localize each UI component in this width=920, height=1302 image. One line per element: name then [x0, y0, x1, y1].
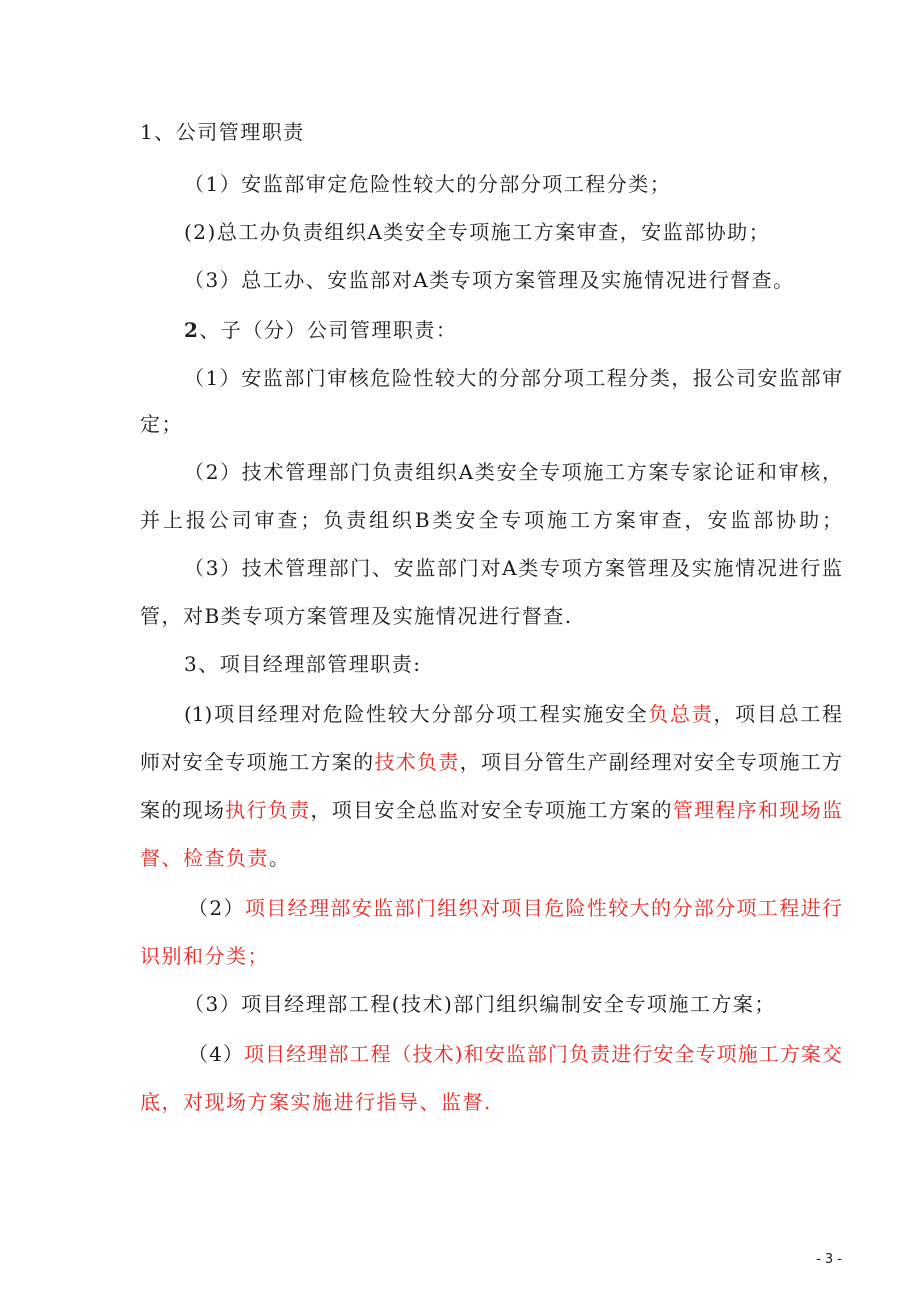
highlight-segment: 执行负责 [225, 798, 311, 822]
section-3-item-3: （3）项目经理部工程(技术)部门组织编制安全专项施工方案； [184, 992, 776, 1016]
text-segment: （4） [188, 1042, 244, 1066]
page-number: - 3 - [816, 1252, 842, 1267]
section-2-item-1-line-2: 定； [140, 412, 183, 436]
section-3-item-1-line-3 [140, 796, 842, 824]
section-2-heading-text: 、子（分）公司管理职责： [199, 318, 458, 342]
text-segment: 案的现场 [140, 798, 226, 822]
highlight-segment: 技术负责 [374, 750, 460, 774]
section-3-item-1-line-4 [140, 844, 291, 872]
highlight-segment: 督、检查负责 [140, 846, 269, 870]
section-2-heading-number: 2 [184, 318, 200, 342]
section-1-item-1: （1）安监部审定危险性较大的分部分项工程分类； [184, 172, 672, 196]
section-3-item-1-line-2 [140, 748, 842, 776]
text-segment: (1)项目经理对危险性较大分部分项工程实施安全 [184, 702, 649, 726]
text-segment: ，项目分管生产副经理对安全专项施工方 [459, 750, 842, 774]
section-2-heading [184, 316, 457, 344]
section-3-heading: 3、项目经理部管理职责: [184, 652, 422, 676]
section-1-heading: 1、公司管理职责 [140, 120, 305, 144]
section-2-item-2-line-1: （2）技术管理部门负责组织A类安全专项施工方案专家论证和审核， [184, 460, 842, 484]
text-segment: 师对安全专项施工方案的 [140, 750, 375, 774]
section-3-item-4-line-2 [140, 1088, 492, 1116]
section-2-item-2-line-2: 并上报公司审查；负责组织B类安全专项施工方案审查，安监部协助； [140, 508, 842, 532]
section-3-item-2-line-2 [140, 942, 269, 970]
section-1-item-2: (2)总工办负责组织A类安全专项施工方案审查，安监部协助； [184, 220, 771, 244]
highlight-segment: 项目经理部安监部门组织对项目危险性较大的分部分项工程进行 [244, 896, 842, 920]
section-3-item-4-line-1 [188, 1040, 842, 1068]
section-3-item-1-line-1 [184, 700, 842, 728]
text-segment: 。 [269, 846, 291, 870]
section-2-item-3-line-2: 管，对B类专项方案管理及实施情况进行督查. [140, 604, 573, 628]
section-3-item-2-line-1 [188, 894, 842, 922]
section-2-item-3-line-1: （3）技术管理部门、安监部门对A类专项方案管理及实施情况进行监 [184, 556, 842, 580]
section-2-item-1-line-1: （1）安监部门审核危险性较大的分部分项工程分类，报公司安监部审 [184, 366, 842, 390]
highlight-segment: 项目经理部工程（技术)和安监部门负责进行安全专项施工方案交 [243, 1042, 842, 1066]
highlight-segment: 底，对现场方案实施进行指导、监督. [140, 1090, 492, 1114]
highlight-segment: 识别和分类； [140, 944, 269, 968]
text-segment: ，项目总工程 [713, 702, 842, 726]
section-1-item-3: （3）总工办、安监部对A类专项方案管理及实施情况进行督查。 [184, 268, 795, 292]
highlight-segment: 负总责 [648, 702, 714, 726]
text-segment: ，项目安全总监对安全专项施工方案的 [310, 798, 673, 822]
text-segment: （2） [188, 896, 245, 920]
highlight-segment: 管理程序和现场监 [672, 798, 842, 822]
